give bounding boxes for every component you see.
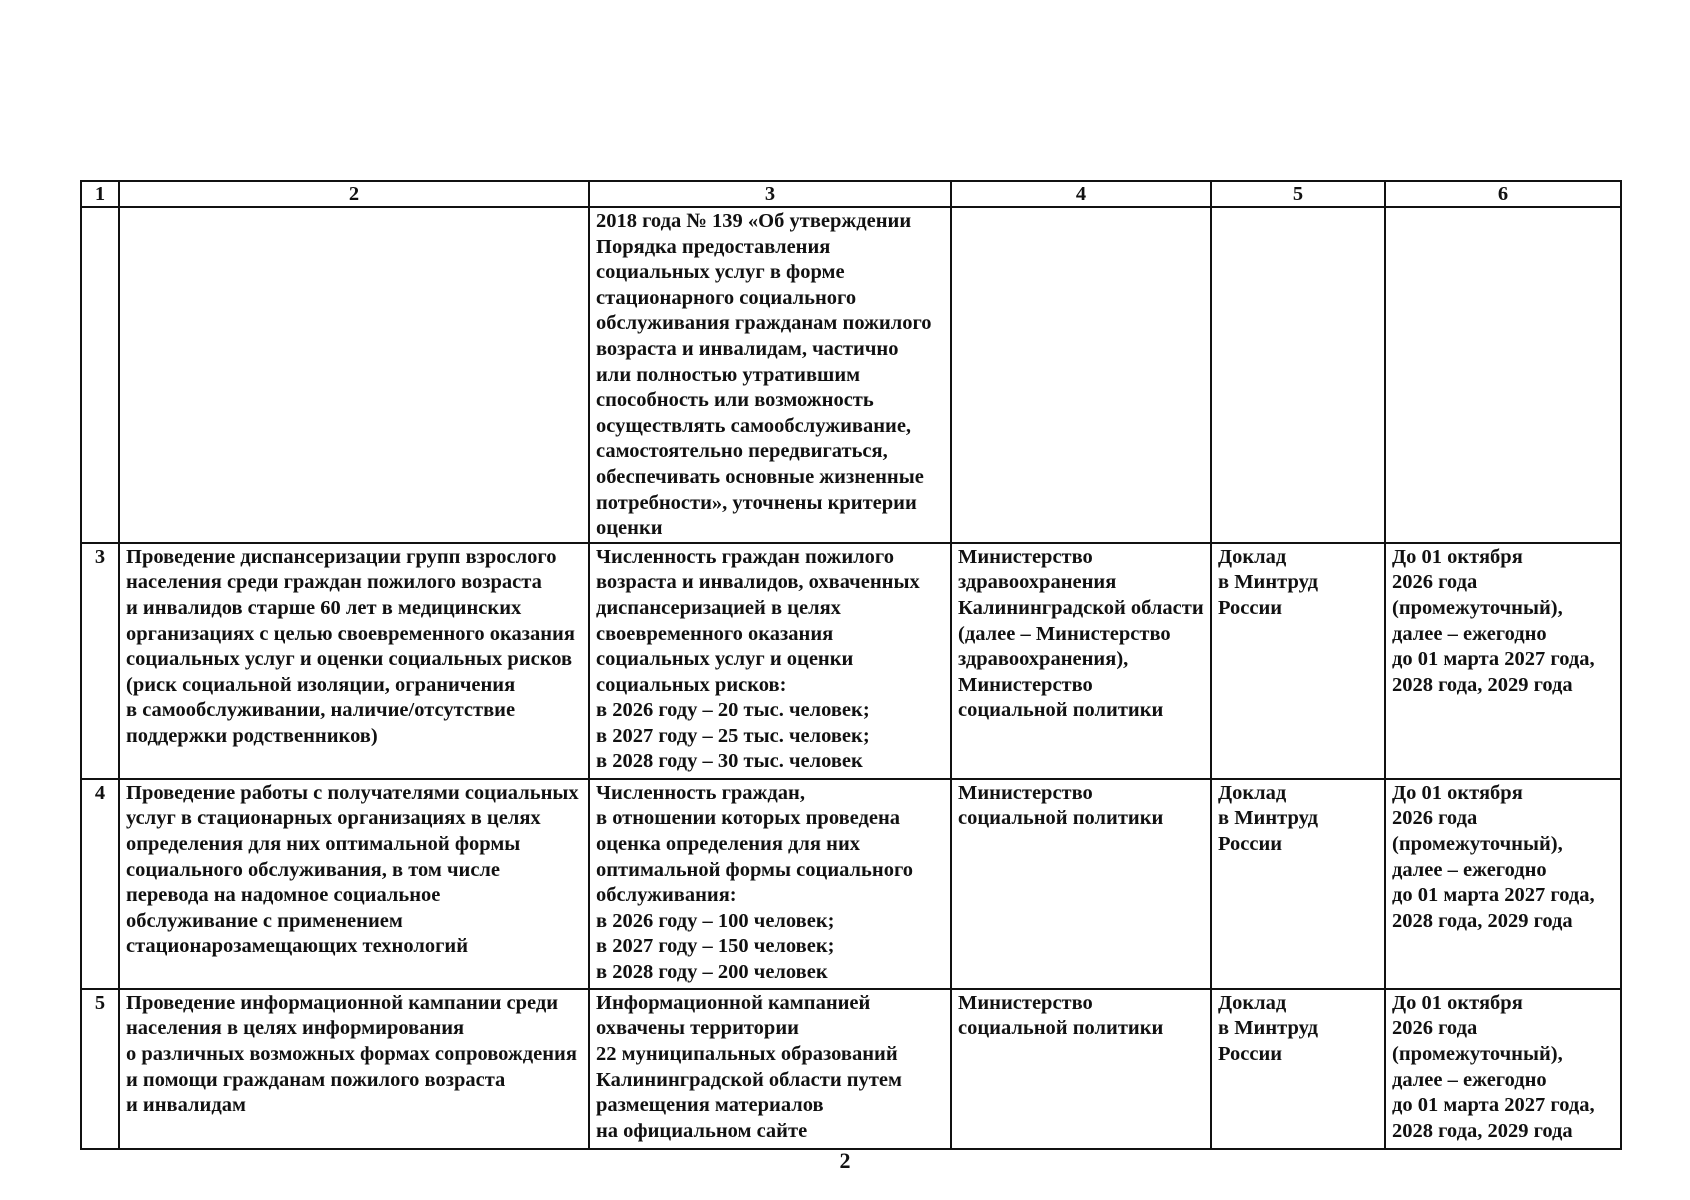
row-number — [81, 207, 119, 543]
indicator-cell: Информационной кампанией охвачены территории 22 муниципальных образований Калининградской области путем размещения материалов на официальном сайте — [589, 989, 951, 1149]
responsible-cell: Министерство здравоохранения Калининградской области (далее – Министерство здравоохранения), Министерство социальной политики — [951, 543, 1211, 779]
table-row — [81, 207, 1621, 543]
row-number: 5 — [81, 989, 119, 1149]
column-number: 1 — [81, 181, 119, 207]
responsible-cell: Министерство социальной политики — [951, 989, 1211, 1149]
column-number-row — [81, 181, 1621, 207]
indicator-cell: 2018 года № 139 «Об утверждении Порядка предоставления социальных услуг в форме стационарного социального обслуживания гражданам пожилого возраста и инвалидам, частично или полностью утратившим способность или возможность осуществлять самообслуживание, самостоятельно передвигаться, обеспечивать основные жизненные потребности», уточнены критерии оценки — [589, 207, 951, 543]
responsible-cell: Министерство социальной политики — [951, 779, 1211, 989]
responsible-cell — [951, 207, 1211, 543]
activity-cell: Проведение диспансеризации групп взрослого населения среди граждан пожилого возраста и инвалидов старше 60 лет в медицинских организациях с целью своевременного оказания социальных услуг и оценки социальных рисков (риск социальной изоляции, ограничения в самообслуживании, наличие/отсутствие поддержки родственников) — [119, 543, 589, 779]
report-cell: Доклад в Минтруд России — [1211, 543, 1385, 779]
report-cell — [1211, 207, 1385, 543]
deadline-cell: До 01 октября 2026 года (промежуточный), далее – ежегодно до 01 марта 2027 года, 2028 года, 2029 года — [1385, 543, 1621, 779]
column-number: 6 — [1385, 181, 1621, 207]
report-cell: Доклад в Минтруд России — [1211, 779, 1385, 989]
deadline-cell — [1385, 207, 1621, 543]
table-row — [81, 543, 1621, 779]
activity-cell — [119, 207, 589, 543]
column-number: 5 — [1211, 181, 1385, 207]
row-number: 3 — [81, 543, 119, 779]
column-number: 3 — [589, 181, 951, 207]
indicator-cell: Численность граждан, в отношении которых проведена оценка определения для них оптимальной формы социального обслуживания: в 2026 году – 100 человек; в 2027 году – 150 человек; в 2028 году – 200 человек — [589, 779, 951, 989]
row-number: 4 — [81, 779, 119, 989]
deadline-cell: До 01 октября 2026 года (промежуточный), далее – ежегодно до 01 марта 2027 года, 2028 года, 2029 года — [1385, 989, 1621, 1149]
report-cell: Доклад в Минтруд России — [1211, 989, 1385, 1149]
measures-table — [80, 180, 1622, 1150]
column-number: 4 — [951, 181, 1211, 207]
deadline-cell: До 01 октября 2026 года (промежуточный), далее – ежегодно до 01 марта 2027 года, 2028 года, 2029 года — [1385, 779, 1621, 989]
page-number: 2 — [839, 1148, 851, 1173]
activity-cell: Проведение работы с получателями социальных услуг в стационарных организациях в целях определения для них оптимальной формы социального обслуживания, в том числе перевода на надомное социальное обслуживание с применением стационарозамещающих технологий — [119, 779, 589, 989]
activity-cell: Проведение информационной кампании среди населения в целях информирования о различных возможных формах сопровождения и помощи гражданам пожилого возраста и инвалидам — [119, 989, 589, 1149]
table-row — [81, 779, 1621, 989]
table-row — [81, 989, 1621, 1149]
indicator-cell: Численность граждан пожилого возраста и инвалидов, охваченных диспансеризацией в целях своевременного оказания социальных услуг и оценки социальных рисков: в 2026 году – 20 тыс. человек; в 2027 году – 25 тыс. человек; в 2028 году – 30 тыс. человек — [589, 543, 951, 779]
column-number: 2 — [119, 181, 589, 207]
